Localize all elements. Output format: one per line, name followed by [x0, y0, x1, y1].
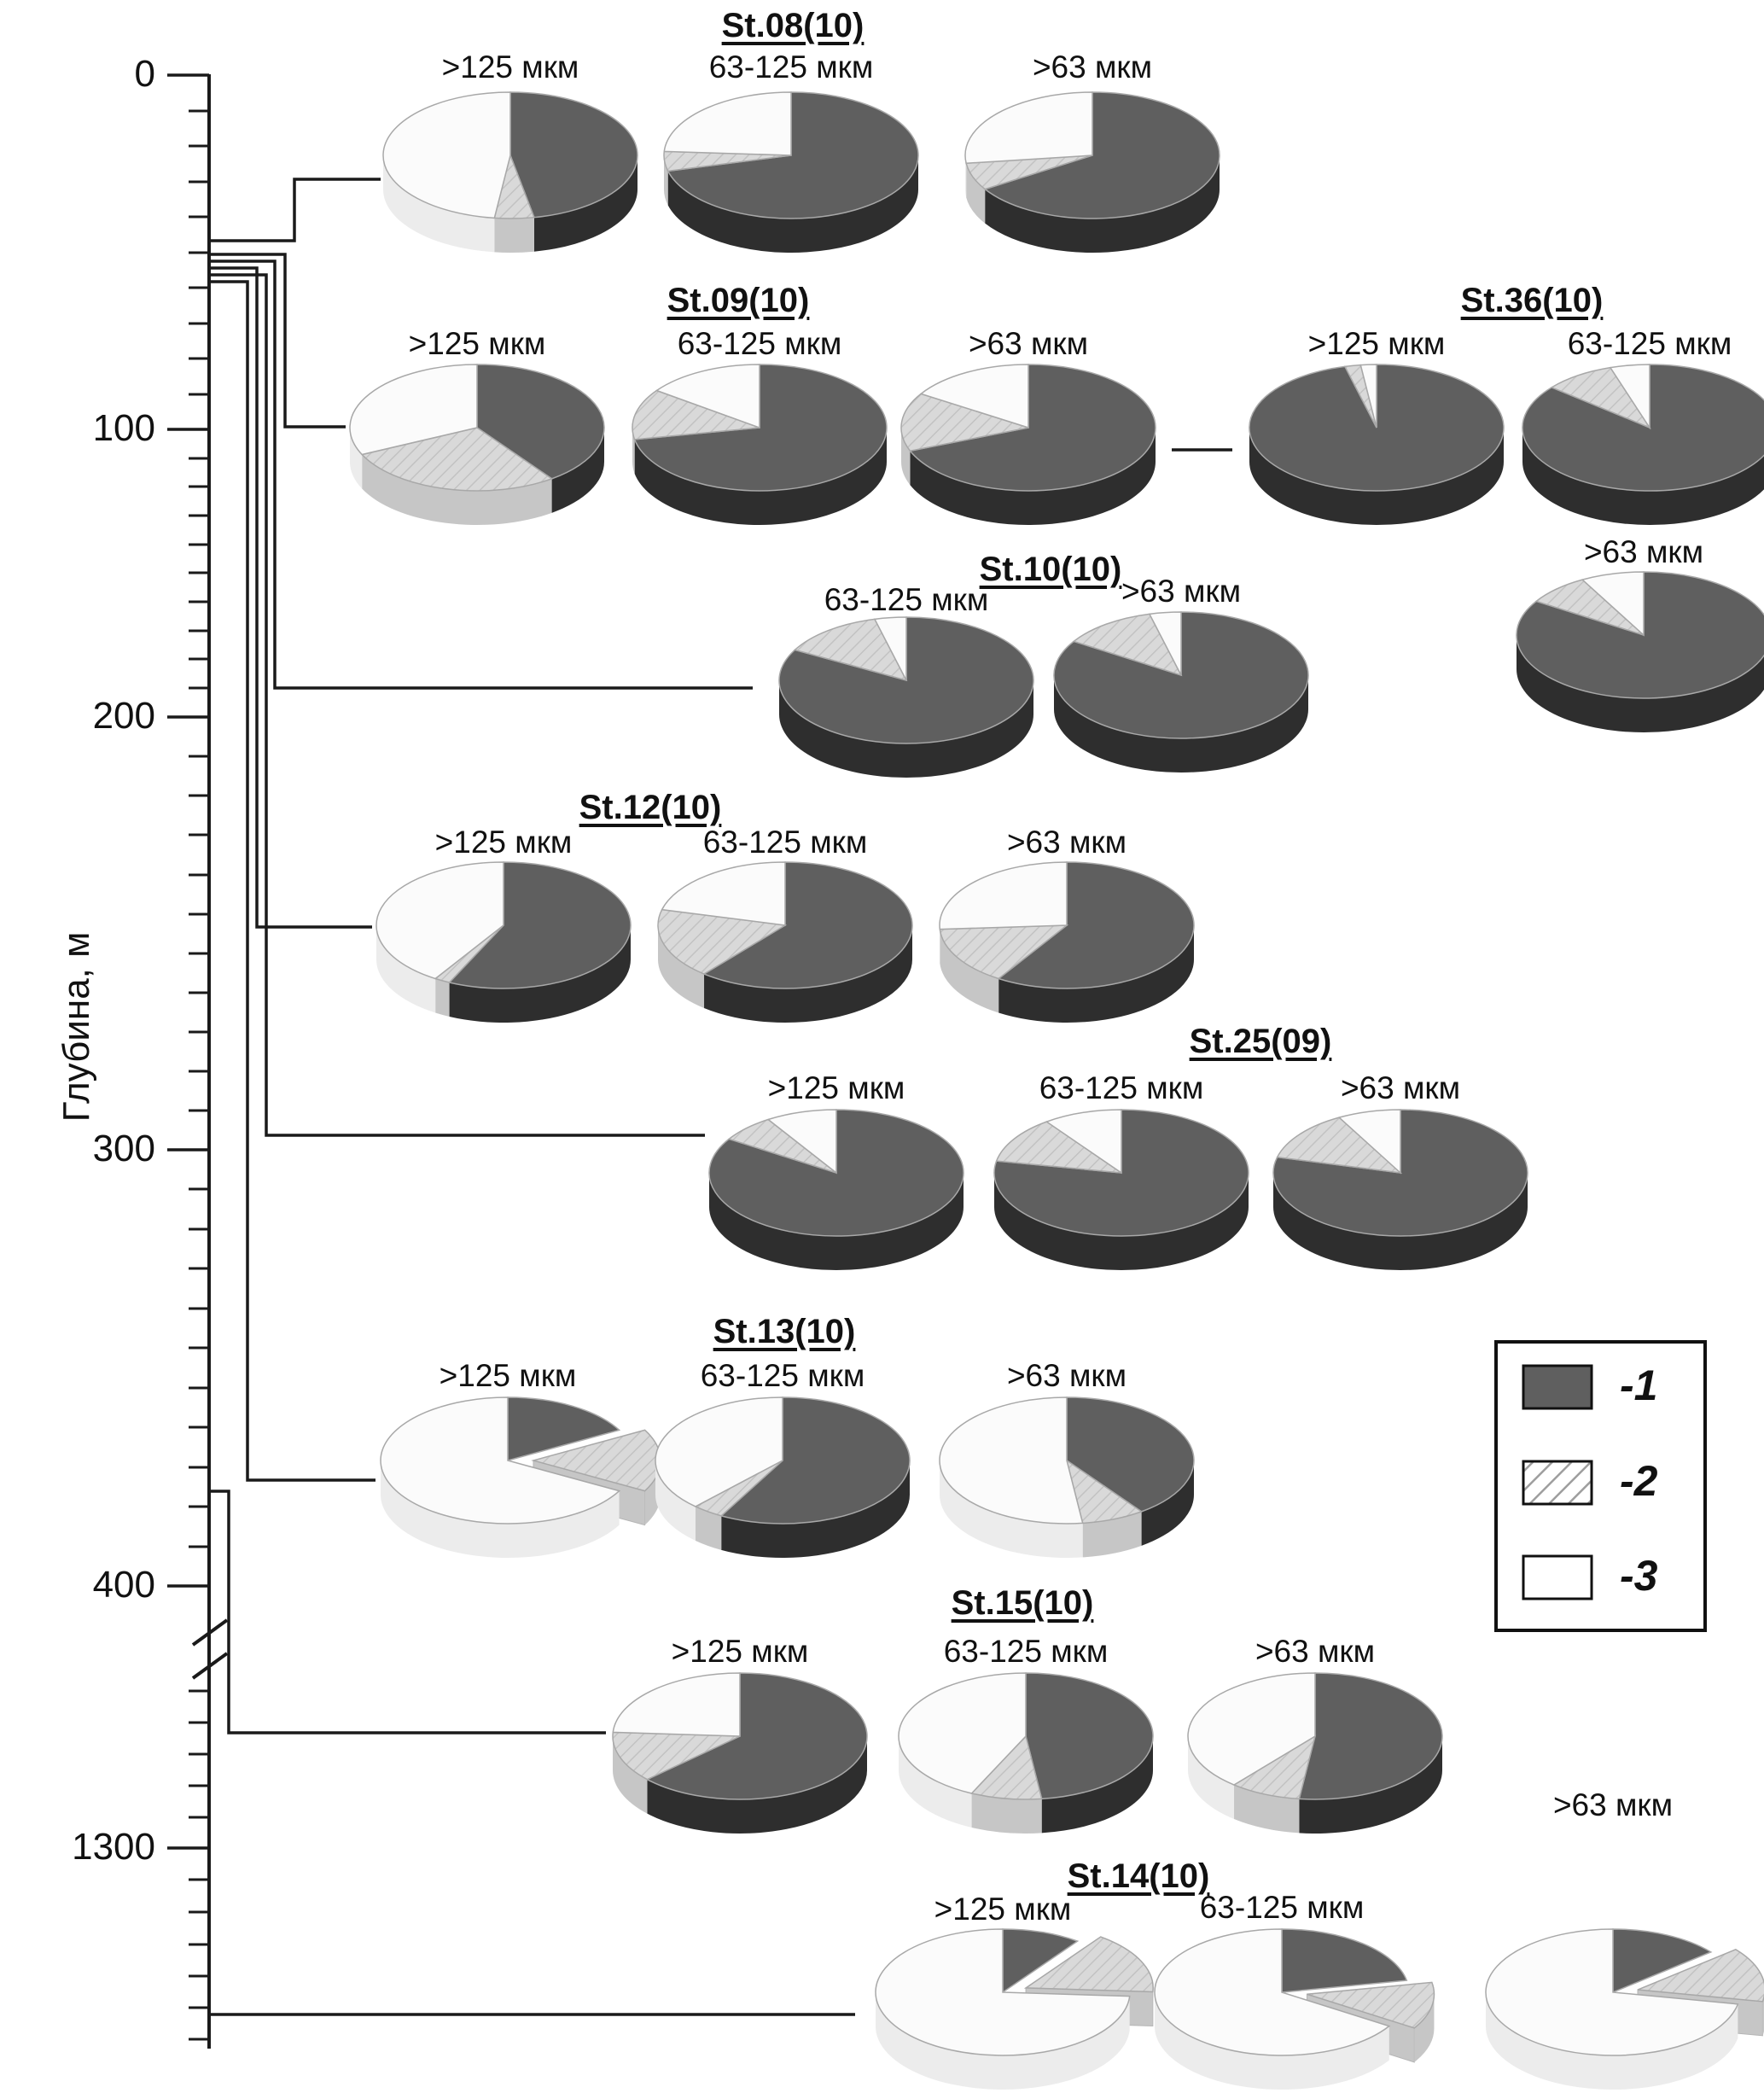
axis-title-depth: Глубина, м [55, 931, 97, 1122]
pie-slice-dark [1282, 1929, 1406, 1992]
axis-tick-label: 300 [92, 1128, 155, 1169]
legend-item-label: -2 [1620, 1457, 1658, 1505]
pie-fraction-label: >125 мкм [441, 50, 579, 85]
pie-fraction-label: >63 мкм [968, 326, 1089, 361]
pie-3d-side [435, 978, 449, 1016]
axis-tick-label: 0 [134, 53, 155, 95]
pie-fraction-label: >125 мкм [1307, 326, 1446, 361]
legend-swatch-hatched [1523, 1461, 1592, 1504]
pie-fraction-label: 63-125 мкм [702, 825, 868, 860]
axis-tick-label: 400 [92, 1564, 155, 1606]
pie-fraction-label: >63 мкм [1121, 574, 1242, 609]
pie-fraction-label: 63-125 мкм [943, 1634, 1109, 1669]
pie-fraction-label: >125 мкм [408, 326, 546, 361]
pie-fraction-label: >125 мкм [671, 1634, 809, 1669]
pie-fraction-label: 63-125 мкм [677, 326, 842, 361]
pie-slice-white [965, 92, 1092, 163]
legend-item-label: -1 [1620, 1361, 1658, 1409]
pie-fraction-label: >63 мкм [1255, 1634, 1376, 1669]
station-title: St.14(10) [1067, 1857, 1210, 1895]
legend-item-label: -3 [1620, 1552, 1658, 1600]
axis-tick-label: 100 [92, 407, 155, 449]
station-title: St.13(10) [713, 1313, 856, 1350]
pie-fraction-label: >125 мкм [767, 1070, 905, 1105]
station-title: St.15(10) [951, 1584, 1094, 1622]
axis-tick-label: 1300 [72, 1826, 155, 1868]
station-title: St.25(09) [1189, 1023, 1332, 1060]
station-title: St.10(10) [979, 551, 1122, 588]
pie-fraction-label: >125 мкм [439, 1358, 577, 1393]
legend-swatch-white [1523, 1556, 1592, 1599]
station-title: St.12(10) [579, 789, 722, 826]
pie-fraction-label: >63 мкм [1032, 50, 1153, 85]
pie-3d-side [494, 218, 534, 253]
legend-swatch-dark [1523, 1366, 1592, 1408]
station-connector-line [209, 179, 381, 241]
pie-slice-white [613, 1673, 740, 1736]
pie-fraction-label: 63-125 мкм [700, 1358, 865, 1393]
pie-fraction-label: >63 мкм [1552, 1787, 1674, 1822]
pie-fraction-label: >125 мкм [934, 1892, 1072, 1927]
station-connector-line [209, 268, 372, 927]
pie-fraction-label: >63 мкм [1583, 534, 1704, 569]
station-title: St.08(10) [721, 7, 865, 44]
station-title: St.09(10) [667, 282, 810, 319]
pie-fraction-label: 63-125 мкм [1567, 326, 1732, 361]
pie-fraction-label: >125 мкм [434, 825, 573, 860]
pie-fraction-label: 63-125 мкм [824, 582, 989, 617]
pie-fraction-label: >63 мкм [1340, 1070, 1461, 1105]
pie-fraction-label: 63-125 мкм [1039, 1070, 1204, 1105]
axis-tick-label: 200 [92, 695, 155, 737]
pie-fraction-label: 63-125 мкм [1199, 1890, 1365, 1925]
pie-fraction-label: 63-125 мкм [708, 50, 874, 85]
station-title: St.36(10) [1460, 282, 1604, 319]
pie-slice-white [940, 862, 1067, 930]
pie-slice-white [664, 92, 791, 155]
pie-fraction-label: >63 мкм [1006, 1358, 1127, 1393]
pie-fraction-label: >63 мкм [1006, 825, 1127, 860]
